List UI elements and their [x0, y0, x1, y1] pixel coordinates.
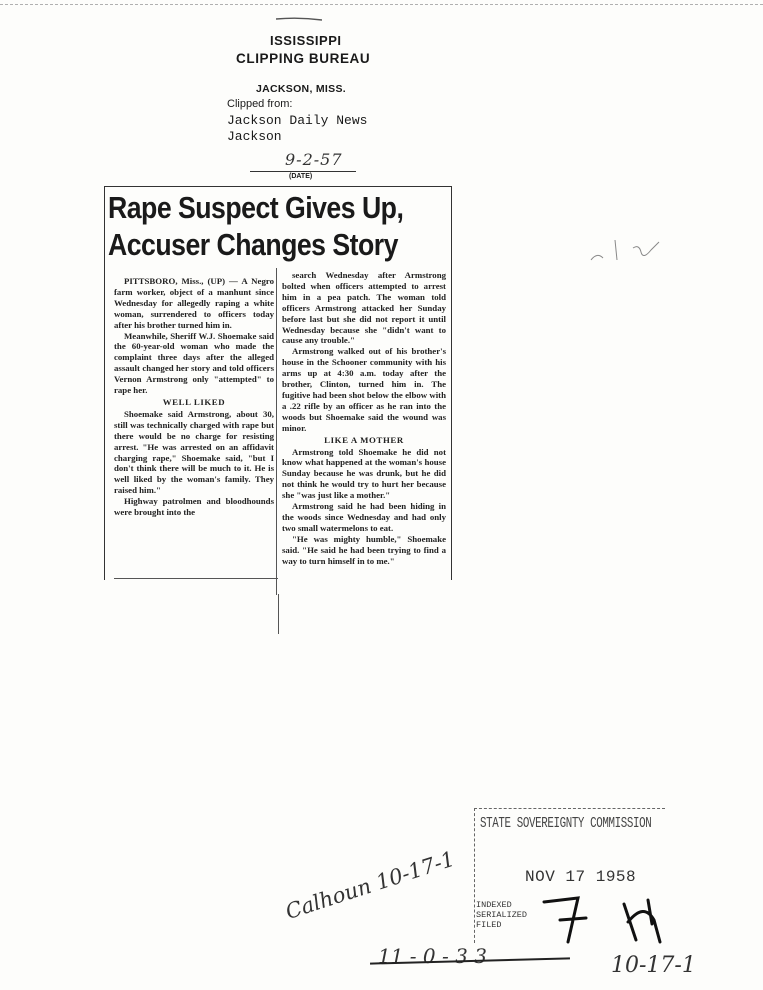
article-paragraph: PITTSBORO, Miss., (UP) — A Negro farm worker, object of a manhunt since Wednesday for allegedly raping a white woman, surrendered to officers today after his brother turned him in.	[114, 276, 274, 330]
bureau-name-line2: CLIPPING BUREAU	[236, 51, 371, 66]
bureau-city: JACKSON, MISS.	[256, 83, 346, 95]
article-paragraph: Armstrong said he had been hiding in the woods since Wednesday and had only two small watermelons to eat.	[282, 501, 446, 533]
newspaper-name: Jackson Daily News	[227, 113, 368, 128]
article-paragraph: Armstrong told Shoemake he did not know what happened at the woman's house Sunday because he was drunk, but he did not think he would try to hurt her because she "was just like a mother."	[282, 446, 446, 501]
article-paragraph: Meanwhile, Sheriff W.J. Shoemake said the 60-year-old woman who made the complaint three days after the alleged assault changed her story and told officers Vernon Armstrong only "attempted" to rape her.	[114, 330, 274, 396]
article-subhead: LIKE A MOTHER	[324, 434, 404, 445]
article-left-column	[114, 276, 274, 518]
article-headline	[108, 189, 404, 263]
article-paragraph: Armstrong walked out of his brother's house in the Schooner community with his arms up at 4:30 a.m. today after the brother, Clinton, turned him in. The fugitive had been shot below the elbow with a .22 rifle by an officer as he ran into the woods but Shoemake said the wound was minor.	[282, 346, 446, 433]
stamp-title: STATE SOVEREIGNTY COMMISSION	[480, 815, 652, 832]
stamp-date: NOV 17 1958	[525, 868, 637, 886]
handwritten-file-number: 10-17-1	[611, 953, 696, 978]
newspaper-city: Jackson	[227, 129, 282, 144]
handwritten-initials-mark	[532, 880, 672, 960]
top-dashed-rule	[0, 4, 763, 5]
article-paragraph: Highway patrolmen and bloodhounds were brought into the	[114, 496, 274, 518]
article-subhead: WELL LIKED	[162, 396, 226, 407]
handwritten-file-note: Calhoun 10-17-1	[282, 846, 458, 924]
stamp-flags	[476, 900, 527, 930]
bureau-name-line1: ISSISSIPPI	[270, 33, 342, 48]
struck-file-number: 11 - 0 - 3 3	[378, 944, 487, 968]
stamp-flag-indexed: INDEXED	[476, 900, 512, 910]
right-column-edge	[278, 594, 280, 634]
headline-line-1: Rape Suspect Gives Up,	[108, 190, 404, 225]
clipped-from-label: Clipped from:	[227, 98, 293, 110]
handwritten-date: 9-2-57	[285, 150, 343, 169]
margin-pencil-mark	[585, 230, 665, 270]
article-paragraph: "He was mighty humble," Shoemake said. "He said he had been trying to find a way to turn himself in to me."	[282, 533, 446, 566]
article-paragraph: Shoemake said Armstrong, about 30, still was technically charged with rape but there would be no charge for resisting arrest. "He was arrested on an affidavit charging rape," Shoemake said, "but I don't think there will be much to it. He is well liked by the woman's family. They raised him."	[114, 408, 274, 496]
column-divider	[276, 268, 277, 595]
scratch-mark	[276, 17, 322, 21]
stamp-flag-filed: FILED	[476, 920, 502, 930]
date-label: (DATE)	[289, 173, 313, 180]
left-column-bottom-rule	[114, 578, 278, 579]
article-paragraph: search Wednesday after Armstrong bolted when officers attempted to arrest him in a pea patch. The woman told officers Armstrong attacked her Sunday before last but she did not report it until Wednesday because she "didn't want to cause any trouble."	[282, 270, 446, 346]
headline-line-2: Accuser Changes Story	[108, 227, 398, 262]
stamp-flag-serialized: SERIALIZED	[476, 910, 528, 920]
date-rule	[250, 171, 356, 172]
article-right-column	[282, 270, 446, 566]
